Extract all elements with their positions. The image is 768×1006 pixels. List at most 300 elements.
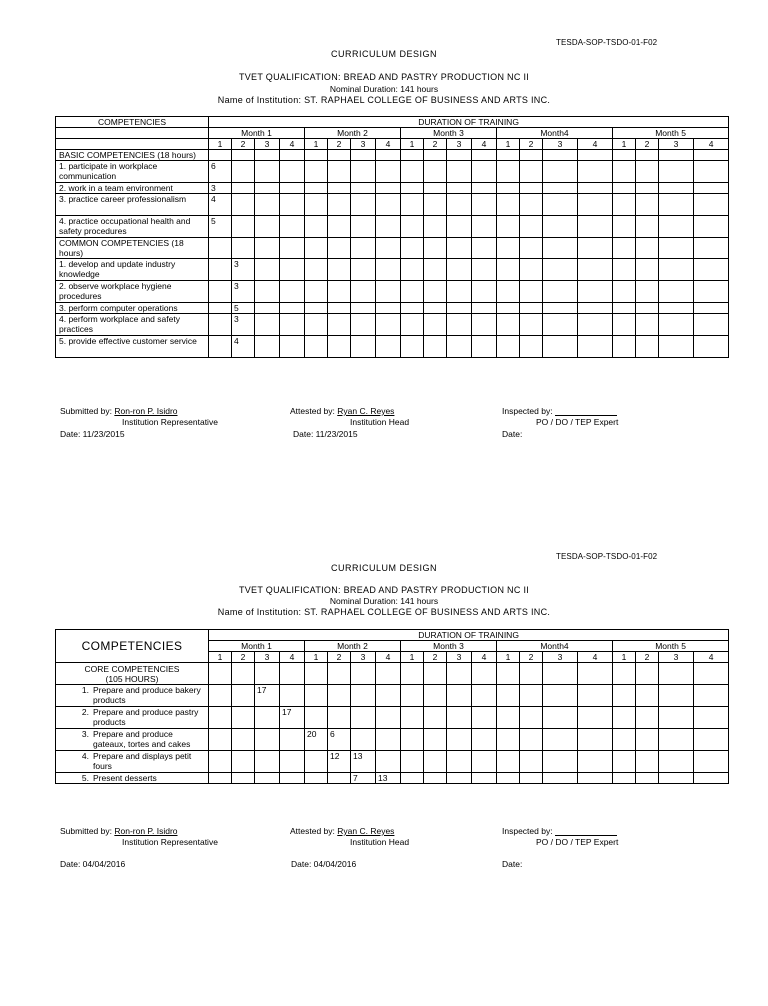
week-cell [659,150,694,161]
week-cell [232,194,255,216]
competencies-header: COMPETENCIES [56,630,209,663]
week-cell [401,216,424,238]
week-cell [351,314,376,336]
week-cell [472,259,497,281]
week-cell [636,773,659,784]
nominal-duration: Nominal Duration: 141 hours [329,84,439,94]
week-cell [376,183,401,194]
table-row [56,303,729,314]
week-cell [424,314,447,336]
week-cell [351,194,376,216]
week-cell [497,194,520,216]
week-cell [328,183,351,194]
month-header: Month 3 [401,641,497,652]
week-cell [209,238,232,259]
week-cell [472,194,497,216]
week-cell [232,216,255,238]
week-cell [280,751,305,773]
week-cell [424,150,447,161]
competency-label: COMMON COMPETENCIES (18 hours) [56,238,209,259]
week-cell [305,707,328,729]
week-cell [472,150,497,161]
week-cell [305,194,328,216]
competency-label [56,685,209,707]
week-cell [351,216,376,238]
week-cell [376,663,401,685]
week-cell [694,336,729,358]
week-cell [424,751,447,773]
week-cell [376,259,401,281]
week-cell [401,751,424,773]
week-cell [694,259,729,281]
week-cell [520,183,543,194]
week-cell [472,161,497,183]
week-cell [472,707,497,729]
duration-header: DURATION OF TRAINING [209,117,729,128]
week-cell [447,194,472,216]
week-cell [497,216,520,238]
week-header: 1 [613,652,636,663]
submitted-date: Date: 11/23/2015 [60,429,125,439]
week-cell [659,303,694,314]
week-cell [447,314,472,336]
week-cell [401,303,424,314]
week-cell [578,194,613,216]
week-cell [328,216,351,238]
week-cell [447,729,472,751]
week-cell [401,729,424,751]
hours-value: 7 [351,773,376,784]
week-cell [543,729,578,751]
week-cell [543,216,578,238]
week-cell [497,314,520,336]
attested-by: Attested by: Ryan C. Reyes [290,826,395,836]
week-cell [328,336,351,358]
week-cell [543,150,578,161]
item-number: 4. [81,751,89,761]
week-header: 2 [520,139,543,150]
week-cell [520,773,543,784]
week-cell [636,336,659,358]
week-cell [328,314,351,336]
competency-label: 1. develop and update industry knowledge [56,259,209,281]
week-cell [520,161,543,183]
week-cell [613,773,636,784]
week-cell [280,216,305,238]
week-cell [578,238,613,259]
competency-label [56,729,209,751]
week-cell [543,663,578,685]
week-cell [543,281,578,303]
week-cell [351,685,376,707]
week-cell [305,685,328,707]
week-cell [376,161,401,183]
week-cell [280,773,305,784]
competency-label: 4. perform workplace and safety practices [56,314,209,336]
week-cell [472,238,497,259]
week-cell [376,216,401,238]
week-cell [305,150,328,161]
week-cell [255,663,280,685]
week-cell [636,314,659,336]
week-header: 3 [659,652,694,663]
hours-value: 17 [255,685,280,707]
week-cell [305,238,328,259]
week-cell [351,336,376,358]
week-cell [424,259,447,281]
week-cell [659,336,694,358]
week-header: 4 [280,139,305,150]
week-cell [255,194,280,216]
week-header: 4 [472,652,497,663]
week-cell [472,281,497,303]
week-header: 1 [209,652,232,663]
week-cell [232,729,255,751]
week-cell [351,161,376,183]
week-cell [255,216,280,238]
week-cell [613,707,636,729]
week-cell [520,150,543,161]
hours-value: 3 [209,183,232,194]
core-competencies-header [56,663,209,685]
week-cell [328,238,351,259]
week-cell [694,216,729,238]
week-cell [401,685,424,707]
week-cell [472,663,497,685]
week-cell [209,751,232,773]
week-cell [280,150,305,161]
week-cell [232,161,255,183]
week-cell [613,729,636,751]
week-cell [424,707,447,729]
hours-value: 5 [209,216,232,238]
week-cell [401,336,424,358]
core-header-line: CORE COMPETENCIES [84,663,180,674]
week-cell [520,194,543,216]
week-cell [613,303,636,314]
week-cell [694,707,729,729]
table-row [56,259,729,281]
qualification-line: TVET QUALIFICATION: BREAD AND PASTRY PRODUCTION NC II [238,585,530,595]
week-cell [694,314,729,336]
week-cell [401,663,424,685]
week-cell [636,216,659,238]
core-header-line: (105 HOURS) [105,673,159,684]
submitted-by: Submitted by: Ron-ron P. Isidro [60,826,178,836]
inspected-by: Inspected by: [502,826,617,836]
week-cell [659,194,694,216]
week-cell [280,183,305,194]
item-label: Present desserts [93,773,157,783]
week-cell [351,150,376,161]
week-cell [255,314,280,336]
week-cell [447,259,472,281]
week-header: 1 [305,652,328,663]
week-cell [424,336,447,358]
week-cell [209,303,232,314]
week-cell [520,336,543,358]
inspected-date: Date: [502,859,523,869]
week-cell [424,281,447,303]
week-cell [232,183,255,194]
item-number: 1. [81,685,89,695]
hours-value: 4 [232,336,255,358]
table-row [56,150,729,161]
competencies-header: COMPETENCIES [56,117,209,128]
week-cell [520,707,543,729]
week-cell [578,281,613,303]
week-cell [376,729,401,751]
competency-label: 4. practice occupational health and safety procedures [56,216,209,238]
competency-label [56,773,209,784]
week-cell [447,707,472,729]
week-header: 4 [694,139,729,150]
week-cell [351,663,376,685]
competency-label: 2. work in a team environment [56,183,209,194]
week-cell [694,238,729,259]
institution-name: Name of Institution: ST. RAPHAEL COLLEGE OF BUSINESS AND ARTS INC. [217,95,551,105]
inspected-by: Inspected by: [502,406,617,416]
week-cell [209,281,232,303]
document-title: CURRICULUM DESIGN [330,49,437,59]
week-cell [636,281,659,303]
week-header: 4 [376,139,401,150]
week-cell [613,161,636,183]
hours-value: 3 [232,314,255,336]
week-cell [351,238,376,259]
week-cell [351,303,376,314]
week-cell [401,194,424,216]
week-cell [280,314,305,336]
week-header: 3 [659,139,694,150]
month-header: Month 1 [209,128,305,139]
week-cell [305,161,328,183]
week-cell [255,259,280,281]
week-cell [232,238,255,259]
inspected-date: Date: [502,429,523,439]
attested-date: Date: 04/04/2016 [291,859,357,869]
week-header: 1 [497,652,520,663]
week-cell [578,773,613,784]
week-cell [578,303,613,314]
item-label: Prepare and displays petit fours [93,751,192,771]
week-cell [694,281,729,303]
week-cell [305,216,328,238]
week-cell [280,281,305,303]
inspected-role: PO / DO / TEP Expert [536,417,619,427]
table-row [56,314,729,336]
week-cell [659,751,694,773]
competency-label: 1. participate in workplace communication [56,161,209,183]
week-header: 3 [255,652,280,663]
week-cell [280,238,305,259]
week-cell [447,150,472,161]
week-cell [694,150,729,161]
week-cell [232,150,255,161]
week-cell [401,707,424,729]
week-cell [472,216,497,238]
week-cell [497,751,520,773]
week-cell [328,707,351,729]
week-cell [578,729,613,751]
competency-label: 5. provide effective customer service [56,336,209,358]
week-cell [424,194,447,216]
curriculum-table [55,629,729,784]
week-cell [447,336,472,358]
week-header: 3 [447,652,472,663]
week-cell [613,751,636,773]
week-cell [209,729,232,751]
week-cell [328,161,351,183]
blank-cell [56,139,209,150]
week-cell [255,729,280,751]
week-header: 4 [376,652,401,663]
week-cell [497,183,520,194]
week-cell [305,773,328,784]
week-cell [472,751,497,773]
item-number: 3. [81,729,89,739]
week-header: 2 [424,139,447,150]
week-cell [659,314,694,336]
table-row [56,216,729,238]
week-header: 1 [497,139,520,150]
week-cell [351,281,376,303]
week-cell [328,281,351,303]
week-cell [636,751,659,773]
week-cell [659,259,694,281]
week-cell [351,183,376,194]
week-cell [543,194,578,216]
week-cell [578,150,613,161]
week-cell [520,685,543,707]
week-cell [232,707,255,729]
week-cell [447,238,472,259]
submitted-by: Submitted by: Ron-ron P. Isidro [60,406,178,416]
month-header: Month 3 [401,128,497,139]
month-header: Month 5 [613,128,729,139]
week-cell [659,707,694,729]
week-cell [613,183,636,194]
week-cell [472,336,497,358]
week-cell [497,281,520,303]
week-cell [497,150,520,161]
week-cell [543,336,578,358]
week-cell [305,663,328,685]
submitted-date: Date: 04/04/2016 [60,859,126,869]
week-cell [255,161,280,183]
table-row [56,685,729,707]
week-cell [255,336,280,358]
duration-header: DURATION OF TRAINING [209,630,729,641]
week-cell [305,751,328,773]
week-cell [497,663,520,685]
competency-label: BASIC COMPETENCIES (18 hours) [56,150,209,161]
week-cell [613,685,636,707]
week-header: 3 [543,139,578,150]
week-cell [376,194,401,216]
week-cell [376,238,401,259]
week-cell [613,238,636,259]
week-header: 3 [543,652,578,663]
week-cell [578,707,613,729]
submitted-name: Ron-ron P. Isidro [114,406,178,416]
week-cell [401,314,424,336]
week-cell [659,216,694,238]
week-cell [447,685,472,707]
week-cell [305,259,328,281]
week-header: 1 [305,139,328,150]
week-cell [694,685,729,707]
table-row [56,729,729,751]
week-cell [659,729,694,751]
week-cell [636,707,659,729]
week-cell [543,259,578,281]
week-cell [447,663,472,685]
form-code: TESDA-SOP-TSDO-01-F02 [556,552,658,561]
week-cell [401,183,424,194]
table-row [56,707,729,729]
week-cell [613,314,636,336]
attested-name: Ryan C. Reyes [337,826,395,836]
week-cell [232,751,255,773]
week-cell [543,707,578,729]
table-row [56,161,729,183]
week-header: 2 [328,652,351,663]
inspected-role: PO / DO / TEP Expert [536,837,619,847]
week-cell [280,161,305,183]
week-cell [280,685,305,707]
week-cell [280,336,305,358]
week-cell [376,303,401,314]
hours-value: 3 [232,259,255,281]
week-cell [328,685,351,707]
table-row [56,751,729,773]
week-cell [376,707,401,729]
week-cell [424,303,447,314]
hours-value: 12 [328,751,351,773]
week-cell [578,183,613,194]
hours-value: 13 [351,751,376,773]
week-header: 1 [613,139,636,150]
week-cell [209,150,232,161]
week-cell [232,685,255,707]
week-cell [424,161,447,183]
competency-label: 3. practice career professionalism [56,194,209,216]
month-header: Month 5 [613,641,729,652]
week-cell [578,751,613,773]
week-cell [447,216,472,238]
week-cell [497,238,520,259]
week-cell [613,150,636,161]
month-header: Month 2 [305,641,401,652]
week-cell [280,303,305,314]
week-cell [328,150,351,161]
week-cell [659,663,694,685]
week-cell [472,303,497,314]
week-cell [543,685,578,707]
week-cell [351,707,376,729]
week-cell [255,238,280,259]
week-cell [636,259,659,281]
inspected-signature-line [555,406,617,416]
week-header: 1 [401,652,424,663]
week-cell [520,729,543,751]
week-cell [401,150,424,161]
week-cell [659,685,694,707]
week-cell [255,281,280,303]
week-cell [328,773,351,784]
week-cell [209,773,232,784]
